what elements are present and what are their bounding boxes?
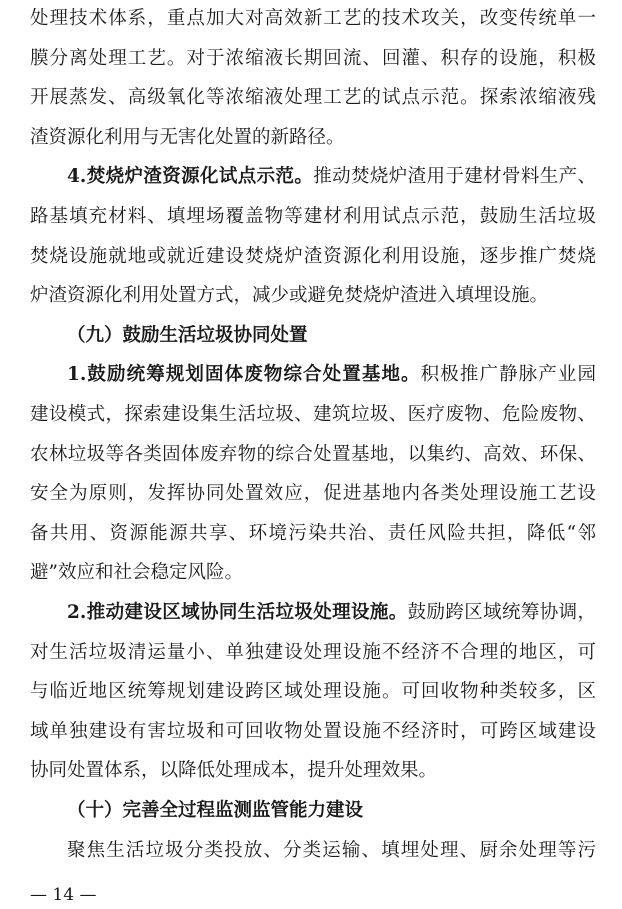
body-text-line: 域单独建设有害垃圾和可回收物处置设施不经济时，可跨区域建设 <box>30 720 596 742</box>
body-text: 鼓励跨区域统筹协调， <box>407 602 596 623</box>
body-text-line: 建设模式，探索建设集生活垃圾、建筑垃圾、医疗废物、危险废物、 <box>30 404 596 425</box>
item-title: 2.推动建设区域协同生活垃圾处理设施。 <box>67 602 408 623</box>
body-text: 积极推广静脉产业园 <box>420 364 596 386</box>
body-text-line: 备共用、资源能源共享、环境污染共治、责任风险共担，降低“邻 <box>30 522 596 544</box>
body-text-line: 开展蒸发、高级氧化等浓缩液处理工艺的试点示范。探索浓缩液残 <box>30 87 596 109</box>
body-text-line: 膜分离处理工艺。对于浓缩液长期回流、回灌、积存的设施，积极 <box>30 47 596 69</box>
body-text-line: 炉渣资源化利用处置方式，减少或避免焚烧炉渣进入填埋设施。 <box>30 285 549 307</box>
paragraph-first-line <box>67 601 596 625</box>
paragraph-first-line: 聚焦生活垃圾分类投放、分类运输、填埋处理、厨余处理等污 <box>67 839 596 861</box>
body-text-line: 焚烧设施就地或就近建设焚烧炉渣资源化利用设施，逐步推广焚烧 <box>30 245 596 267</box>
section-heading: （十）完善全过程监测监管能力建设 <box>67 800 364 821</box>
body-text-line: 农林垃圾等各类固体废弃物的综合处置基地，以集约、高效、环保、 <box>30 443 596 465</box>
body-text-line: 与临近地区统筹规划建设跨区域处理设施。可回收物种类较多，区 <box>30 681 596 703</box>
section-heading: （九）鼓励生活垃圾协同处置 <box>67 324 308 346</box>
body-text-line: 渣资源化利用与无害化处置的新路径。 <box>30 126 345 148</box>
item-title: 1.鼓励统筹规划固体废物综合处置基地。 <box>67 364 421 386</box>
item-title: 4.焚烧炉渣资源化试点示范。 <box>67 166 314 188</box>
body-text-line: 避”效应和社会稳定风险。 <box>30 562 243 584</box>
body-text-line: 路基填充材料、填埋场覆盖物等建材利用试点示范，鼓励生活垃圾 <box>30 206 596 227</box>
body-text-line: 处理技术体系，重点加大对高效新工艺的技术攻关，改变传统单一 <box>30 8 596 29</box>
paragraph-first-line <box>67 165 596 189</box>
paragraph-first-line <box>67 363 596 387</box>
body-text-line: 协同处置体系，以降低处理成本，提升处理效果。 <box>30 760 438 782</box>
body-text-line: 安全为原则，发挥协同处置效应，促进基地内各类处理设施工艺设 <box>30 483 596 505</box>
page-number: — 14 — <box>30 885 97 905</box>
body-text: 推动焚烧炉渣用于建材骨料生产、 <box>313 166 596 188</box>
body-text-line: 对生活垃圾清运量小、单独建设处理设施不经济不合理的地区，可 <box>30 641 596 663</box>
